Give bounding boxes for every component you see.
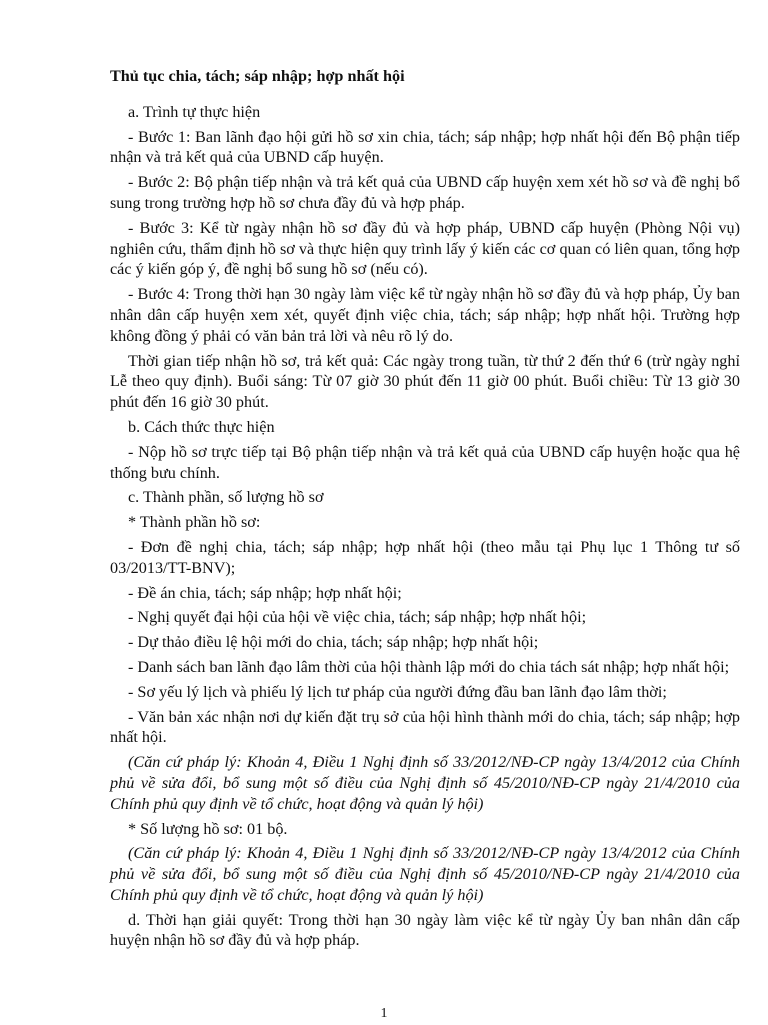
legal-basis-note: (Căn cứ pháp lý: Khoản 4, Điều 1 Nghị định số 33/2012/NĐ-CP ngày 13/4/2012 của Chính phủ về sửa đổi, bổ sung một số điều của Nghị định số 45/2010/NĐ-CP ngày 21/4/2010 của Chính phủ quy định về tổ chức, hoạt động và quản lý hội): [110, 753, 740, 813]
paragraph: b. Cách thức thực hiện: [128, 417, 275, 436]
paragraph: - Bước 1: Ban lãnh đạo hội gửi hồ sơ xin chia, tách; sáp nhập; hợp nhất hội đến Bộ phận tiếp nhận và trả kết quả của UBND cấp huyện.: [110, 127, 740, 167]
paragraph: a. Trình tự thực hiện: [128, 102, 261, 121]
paragraph: - Danh sách ban lãnh đạo lâm thời của hội thành lập mới do chia tách sát nhập; hợp nhất hội;: [128, 657, 730, 676]
paragraph: - Nộp hồ sơ trực tiếp tại Bộ phận tiếp nhận và trả kết quả của UBND cấp huyện hoặc qua hệ thống bưu chính.: [110, 442, 740, 482]
legal-basis-note: (Căn cứ pháp lý: Khoản 4, Điều 1 Nghị định số 33/2012/NĐ-CP ngày 13/4/2012 của Chính phủ về sửa đổi, bổ sung một số điều của Nghị định số 45/2010/NĐ-CP ngày 21/4/2010 của Chính phủ quy định về tổ chức, hoạt động và quản lý hội): [110, 844, 740, 904]
paragraph: c. Thành phần, số lượng hồ sơ: [128, 488, 324, 507]
paragraph: - Bước 3: Kể từ ngày nhận hồ sơ đầy đủ và hợp pháp, UBND cấp huyện (Phòng Nội vụ) nghiên cứu, thẩm định hồ sơ và thực hiện quy trình lấy ý kiến các cơ quan có liên quan, tổng hợp các ý kiến góp ý, đề nghị bổ sung hồ sơ (nếu có).: [110, 218, 740, 279]
paragraph: * Số lượng hồ sơ: 01 bộ.: [128, 819, 288, 838]
document-body: [110, 102, 740, 951]
paragraph: - Đề án chia, tách; sáp nhập; hợp nhất hội;: [128, 583, 402, 602]
paragraph: d. Thời hạn giải quyết: Trong thời hạn 30 ngày làm việc kể từ ngày Ủy ban nhân dân cấp huyện nhận hồ sơ đầy đủ và hợp pháp.: [110, 910, 740, 950]
page-number: 1: [380, 1006, 388, 1021]
paragraph: - Đơn đề nghị chia, tách; sáp nhập; hợp nhất hội (theo mẫu tại Phụ lục 1 Thông tư số 03/2013/TT-BNV);: [110, 537, 740, 577]
paragraph: - Bước 2: Bộ phận tiếp nhận và trả kết quả của UBND cấp huyện xem xét hồ sơ và đề nghị bổ sung trong trường hợp hồ sơ chưa đầy đủ và hợp pháp.: [110, 173, 740, 212]
document-title: Thủ tục chia, tách; sáp nhập; hợp nhất hội: [110, 67, 405, 85]
paragraph: - Văn bản xác nhận nơi dự kiến đặt trụ sở của hội hình thành mới do chia, tách; sáp nhập; hợp nhất hội.: [110, 707, 740, 747]
paragraph: Thời gian tiếp nhận hồ sơ, trả kết quả: Các ngày trong tuần, từ thứ 2 đến thứ 6 (trừ ngày nghỉ Lễ theo quy định). Buổi sáng: Từ 07 giờ 30 phút đến 11 giờ 00 phút. Buổi chiều: Từ 13 giờ 30 phút đến 16 giờ 30 phút.: [110, 351, 740, 412]
paragraph: * Thành phần hồ sơ:: [128, 513, 261, 532]
paragraph: - Bước 4: Trong thời hạn 30 ngày làm việc kể từ ngày nhận hồ sơ đầy đủ và hợp pháp, Ủy ban nhân dân cấp huyện xem xét, quyết định việc chia, tách; sáp nhập; hợp nhất hội. Trường hợp không đồng ý phải có văn bản trả lời và nêu rõ lý do.: [110, 285, 740, 345]
paragraph: - Dự thảo điều lệ hội mới do chia, tách; sáp nhập; hợp nhất hội;: [128, 633, 539, 652]
paragraph: - Sơ yếu lý lịch và phiếu lý lịch tư pháp của người đứng đầu ban lãnh đạo lâm thời;: [128, 682, 667, 701]
paragraph: - Nghị quyết đại hội của hội về việc chia, tách; sáp nhập; hợp nhất hội;: [128, 608, 587, 627]
document-page: [110, 66, 740, 955]
